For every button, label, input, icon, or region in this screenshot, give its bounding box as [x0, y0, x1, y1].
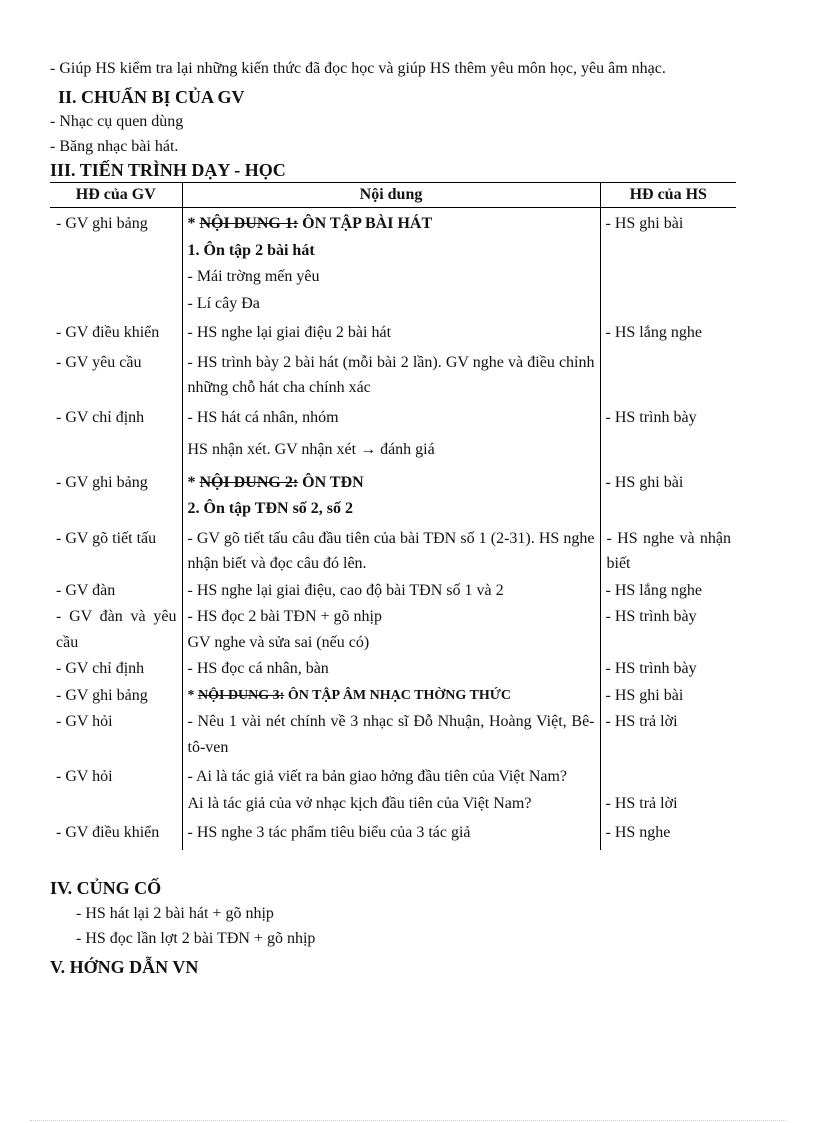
intro-paragraph: - Giúp HS kiểm tra lại những kiến thức đã đọc học và giúp HS thêm yêu môn học, yêu âm nhạc.	[50, 60, 666, 77]
table-row	[50, 817, 736, 850]
hs-cell: - HS nghe và nhận biết	[606, 529, 731, 572]
content-cell: - HS nghe lại giai điệu 2 bài hát	[182, 317, 600, 347]
hs-cell: - HS ghi bài	[605, 686, 684, 704]
gv-cell: - GV điều khiển	[56, 824, 160, 841]
content-prefix: *	[187, 473, 200, 491]
table-row	[50, 761, 736, 791]
content-strike: NỘI DUNG 2:	[199, 473, 299, 491]
content-strike: NỘI DUNG 1:	[199, 215, 299, 232]
prep-item: - Nhạc cụ quen dùng	[50, 113, 184, 130]
content-cell: - HS đọc cá nhân, bàn	[182, 656, 600, 683]
gv-cell: - GV yêu cầu	[56, 353, 142, 371]
content-cell: - HS trình bày 2 bài hát (mỗi bài 2 lần). GV nghe và điều chỉnh những chỗ hát cha chính xác	[182, 347, 600, 402]
gv-cell: - GV ghi bảng	[56, 215, 148, 232]
table-row	[50, 347, 736, 402]
hs-cell: - HS ghi bài	[605, 473, 684, 491]
gv-cell: - GV hỏi	[56, 768, 113, 785]
hs-cell: - HS trả lời	[605, 794, 678, 812]
content-cell: - Nêu 1 vài nét chính về 3 nhạc sĩ Đỗ Nhuận, Hoàng Việt, Bê-tô-ven	[182, 709, 600, 761]
header-content: Nội dung	[182, 183, 600, 208]
gv-cell: - GV điều khiển	[56, 324, 160, 341]
lesson-table	[50, 182, 736, 850]
hs-cell: - HS lắng nghe	[605, 324, 702, 341]
gv-cell: - GV ghi bảng	[56, 473, 148, 491]
content-cell: 2. Ôn tập TĐN số 2, số 2	[182, 496, 600, 523]
table-row	[50, 467, 736, 497]
content-cell: Ai là tác giả của vở nhạc kịch đầu tiên của Việt Nam?	[182, 791, 600, 818]
table-row	[50, 208, 736, 238]
content-strike: NỘI DUNG 3:	[198, 687, 285, 703]
hs-cell: - HS trình bày	[605, 660, 697, 677]
table-row	[50, 791, 736, 818]
table-row	[50, 264, 736, 291]
table-row	[50, 402, 736, 432]
table-row	[50, 523, 736, 578]
content-cell: - HS nghe 3 tác phẩm tiêu biểu của 3 tác giả	[182, 817, 600, 850]
table-row	[50, 683, 736, 710]
header-hs: HĐ của HS	[600, 183, 736, 208]
gv-cell: - GV đàn	[56, 581, 116, 599]
gv-cell: - GV chỉ định	[56, 660, 145, 677]
content-cell	[182, 431, 600, 467]
document-page	[50, 56, 740, 980]
review-item: - HS hát lại 2 bài hát + gõ nhịp	[76, 904, 274, 922]
gv-cell: - GV gõ tiết tấu	[56, 529, 157, 547]
content-cell	[182, 467, 600, 497]
section-5-heading: V. HỚNG DẪN VN	[50, 956, 199, 977]
table-header-row	[50, 183, 736, 208]
content-cell: - Ai là tác giả viết ra bản giao hởng đầu tiên của Việt Nam?	[182, 761, 600, 791]
content-text: GV nghe và sửa sai (nếu có)	[187, 633, 370, 651]
review-item: - HS đọc lần lợt 2 bài TĐN + gõ nhịp	[76, 929, 316, 947]
table-row	[50, 709, 736, 761]
page-edge-dots	[30, 1120, 786, 1121]
content-text: đánh giá	[376, 441, 435, 458]
content-text: - HS đọc 2 bài TĐN + gõ nhịp	[187, 608, 382, 625]
prep-item: - Băng nhạc bài hát.	[50, 138, 179, 155]
section-2-heading: II. CHUẨN BỊ CỦA GV	[58, 87, 245, 107]
gv-cell: - GV chỉ định	[56, 408, 145, 426]
hs-cell: - HS ghi bài	[605, 215, 684, 232]
content-cell: - HS hát cá nhân, nhóm	[182, 402, 600, 432]
content-title: ÔN TẬP ÂM NHẠC THỜNG THỨC	[284, 687, 511, 703]
section-3-heading: III. TIẾN TRÌNH DẠY - HỌC	[50, 160, 286, 180]
table-row	[50, 317, 736, 347]
content-cell: - Lí cây Đa	[182, 291, 600, 318]
arrow-icon: →	[360, 441, 377, 458]
content-cell: - Mái trờng mến yêu	[182, 264, 600, 291]
table-row	[50, 291, 736, 318]
content-text: HS nhận xét. GV nhận xét	[187, 441, 361, 458]
gv-cell: - GV hỏi	[56, 713, 113, 730]
content-cell	[182, 604, 600, 656]
content-cell: - HS nghe lại giai điệu, cao độ bài TĐN số 1 và 2	[182, 578, 600, 605]
header-gv: HĐ của GV	[50, 183, 182, 208]
table-row	[50, 431, 736, 467]
content-cell	[182, 208, 600, 238]
table-row	[50, 578, 736, 605]
hs-cell: - HS lắng nghe	[605, 581, 702, 599]
gv-cell: - GV ghi bảng	[56, 686, 148, 704]
content-cell	[182, 683, 600, 710]
hs-cell: - HS trả lời	[605, 713, 678, 730]
table-row	[50, 496, 736, 523]
section-4-heading: IV. CỦNG CỐ	[50, 877, 162, 898]
table-row	[50, 656, 736, 683]
content-cell: - GV gõ tiết tấu câu đầu tiên của bài TĐN số 1 (2-31). HS nghe nhận biết và đọc câu đó lên.	[182, 523, 600, 578]
content-prefix: *	[187, 687, 198, 703]
hs-cell: - HS trình bày	[605, 408, 697, 426]
content-prefix: *	[187, 215, 200, 232]
hs-cell: - HS nghe	[605, 824, 671, 841]
content-title: ÔN TẬP BÀI HÁT	[298, 215, 433, 232]
hs-cell: - HS trình bày	[605, 608, 697, 625]
content-title: ÔN TĐN	[298, 473, 364, 491]
table-row	[50, 604, 736, 656]
gv-cell: - GV đàn và yêu cầu	[56, 608, 177, 651]
content-cell: 1. Ôn tập 2 bài hát	[182, 238, 600, 265]
table-row	[50, 238, 736, 265]
